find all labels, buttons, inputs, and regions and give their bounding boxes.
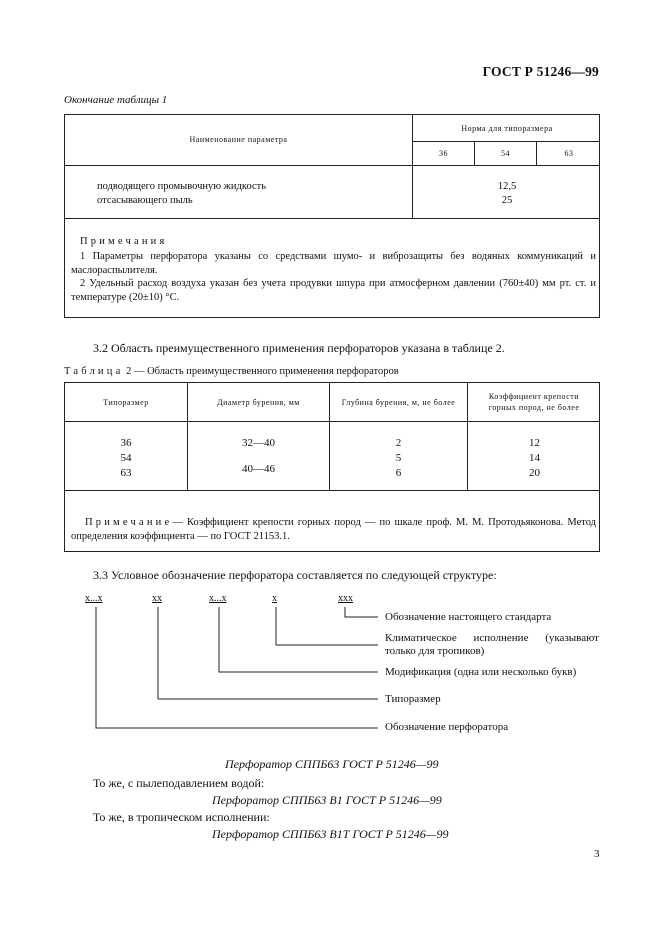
table1-note-2: 2 Удельный расход воздуха указан без учета продувки шпура при атмосферном давлении (760±40) мм рт. ст. и температуре (20±10) °С.	[71, 278, 596, 303]
table2-cell-diameter: 40—46	[242, 463, 275, 475]
table2-cell-coefficient: 12	[529, 437, 540, 449]
table2-cell-coefficient: 14	[529, 452, 540, 464]
table1-row-label: подводящего промывочную жидкость	[97, 181, 267, 192]
structure-label-standard: Обозначение настоящего стандарта	[385, 611, 552, 623]
structure-label-size: Типоразмер	[385, 693, 441, 705]
code-segment-modification: х...х	[209, 593, 227, 604]
example-3-intro: То же, в тропическом исполнении:	[93, 810, 270, 824]
table1-header-param: Наименование параметра	[189, 135, 288, 144]
page-number: 3	[594, 848, 600, 860]
table1-size-63: 63	[564, 149, 574, 158]
table2	[64, 382, 600, 552]
document-header: ГОСТ Р 51246—99	[482, 64, 599, 79]
code-segment-size: хх	[152, 593, 162, 604]
structure-label-designation: Обозначение перфоратора	[385, 721, 509, 733]
section-3-3-text: 3.3 Условное обозначение перфоратора составляется по следующей структуре:	[93, 568, 497, 582]
table2-cell-size: 54	[120, 452, 132, 464]
table2-cell-size: 36	[120, 437, 132, 449]
table1-header-norm: Норма для типоразмера	[461, 124, 553, 133]
table2-header-coefficient: Коэффициент крепости горных пород, не более	[488, 392, 580, 412]
code-segment-designation: х...х	[85, 593, 103, 604]
table1-size-54: 54	[501, 149, 510, 158]
table2-cell-depth: 5	[395, 452, 402, 464]
example-1: Перфоратор СППБ63 ГОСТ Р 51246—99	[225, 757, 439, 771]
structure-label-climate: Климатическое исполнение (указывают только для тропиков)	[385, 632, 599, 657]
code-segment-climate: х	[272, 593, 277, 604]
table2-cell-diameter: 32—40	[242, 437, 275, 449]
structure-label-modification: Модификация (одна или несколько букв)	[385, 666, 577, 678]
code-segment-standard: ххх	[338, 593, 353, 604]
table2-note	[71, 516, 596, 544]
table2-caption-prefix: Таблица	[64, 366, 124, 377]
table2-caption	[64, 366, 399, 377]
section-3-2-text: 3.2 Область преимущественного применения перфораторов указана в таблице 2.	[93, 341, 505, 355]
table1-note-1: 1 Параметры перфоратора указаны со средствами шумо- и виброзащиты без водяных коммуникаций и маслораспылителя.	[71, 251, 596, 276]
table2-caption-text: 2 — Область преимущественного применения перфораторов	[126, 366, 399, 377]
example-2-intro: То же, с пылеподавлением водой:	[93, 776, 265, 790]
table2-header-depth: Глубина бурения, м, не более	[341, 398, 456, 407]
table2-cell-size: 63	[120, 467, 132, 479]
table1-row-value: 12,5	[497, 181, 517, 192]
table1-row-value: 25	[501, 195, 513, 206]
table2-cell-depth: 6	[395, 467, 402, 479]
table2-cell-coefficient: 20	[529, 467, 540, 479]
table1-size-36: 36	[439, 149, 448, 158]
table1-notes-title: Примечания	[80, 236, 168, 247]
table2-note-text: — Коэффициент крепости горных пород — по шкале проф. М. М. Протодьяконова. Метод определения коэффициента — по ГОСТ 21153.1.	[71, 517, 596, 542]
table-continuation-label: Окончание таблицы 1	[64, 94, 168, 106]
table2-cell-depth: 2	[395, 437, 402, 449]
table1	[64, 114, 600, 318]
table2-header-diameter: Диаметр бурения, мм	[217, 398, 300, 407]
example-3: Перфоратор СППБ63 В1Т ГОСТ Р 51246—99	[212, 827, 449, 841]
table2-note-prefix: Примечание	[85, 517, 173, 528]
table2-header-size: Типоразмер	[103, 398, 149, 407]
example-2: Перфоратор СППБ63 В1 ГОСТ Р 51246—99	[212, 793, 442, 807]
table1-row-label: отсасывающего пыль	[97, 195, 193, 206]
